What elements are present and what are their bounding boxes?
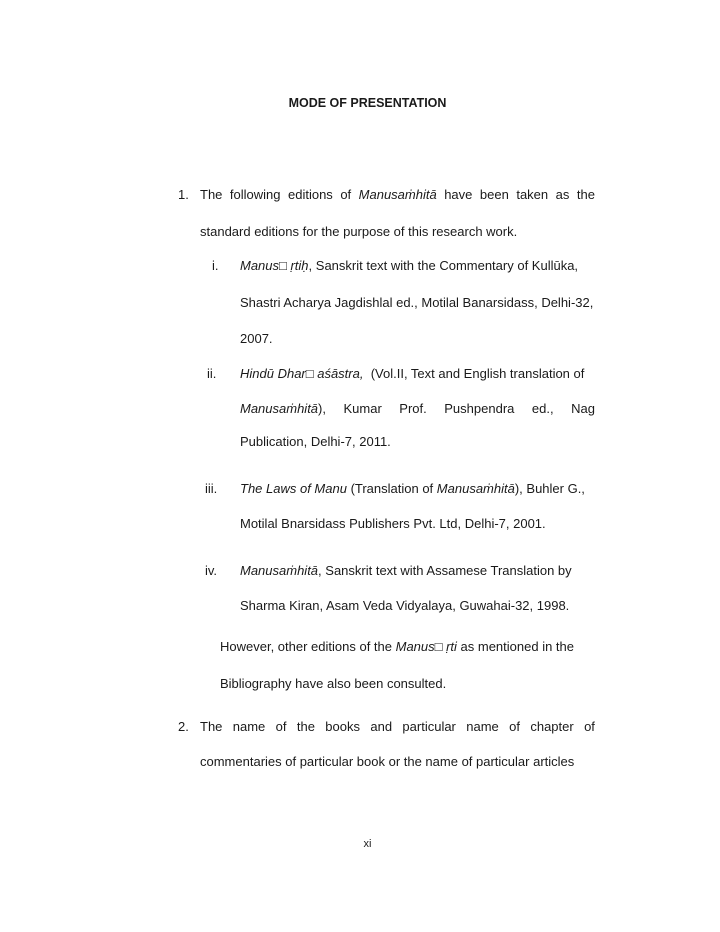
sub-i-line-3: 2007. (240, 331, 273, 346)
item-1-number: 1. (178, 187, 189, 202)
however-post: as mentioned in the (456, 639, 574, 654)
item-1-line-2: standard editions for the purpose of this research work. (200, 224, 518, 239)
word: of (509, 719, 520, 734)
word: taken (516, 187, 549, 202)
sub-iii-number: iii. (205, 481, 218, 496)
word: following (229, 187, 281, 202)
word: of (584, 719, 595, 734)
however-italic: Manus□ ṛti (395, 639, 457, 654)
word-italic: Manusaṁhitā (358, 187, 437, 202)
sub-iv-title: Manusaṁhitā (240, 563, 319, 578)
page-title: MODE OF PRESENTATION (288, 96, 447, 110)
word: name (232, 719, 266, 734)
word: been (479, 187, 509, 202)
word: The (200, 187, 223, 202)
page-number: xi (363, 838, 372, 850)
word: The (200, 719, 223, 734)
sub-iii-title-2: Manusaṁhitā (436, 481, 515, 496)
however-line-2: Bibliography have also been consulted. (220, 676, 447, 691)
sub-iv-line-2: Sharma Kiran, Asam Veda Vidyalaya, Guwahai-32, 1998. (240, 598, 570, 613)
word: the (296, 719, 315, 734)
item-2-number: 2. (178, 719, 189, 734)
sub-i-number: i. (212, 258, 219, 273)
word: of (340, 187, 352, 202)
word: and (370, 719, 393, 734)
item-2-line-1 (200, 719, 595, 734)
sub-ii-line-2-first (240, 401, 326, 416)
word: particular (402, 719, 456, 734)
sub-ii-line-1 (240, 366, 584, 381)
sub-iii-line-2: Motilal Bnarsidass Publishers Pvt. Ltd, Delhi-7, 2001. (240, 516, 546, 531)
item-2-line-2: commentaries of particular book or the name of particular articles (200, 754, 575, 769)
word: of (275, 719, 287, 734)
word: Kumar (343, 401, 382, 416)
sub-iii-mid: (Translation of (346, 481, 437, 496)
sub-iv-line-1 (240, 563, 572, 578)
word: books (325, 719, 360, 734)
however-line-1 (220, 639, 574, 654)
sub-iv-number: iv. (205, 563, 218, 578)
word: editions (288, 187, 333, 202)
sub-i-desc: , Sanskrit text with the Commentary of Kullūka, (308, 258, 579, 273)
sub-i-title: Manus□ ṛtiḥ (240, 258, 309, 273)
sub-iii-desc: ), Buhler G., (514, 481, 585, 496)
sub-iv-desc: , Sanskrit text with Assamese Translation by (318, 563, 572, 578)
sub-i-line-2: Shastri Acharya Jagdishlal ed., Motilal Banarsidass, Delhi-32, (240, 295, 594, 310)
word: Pushpendra (444, 401, 515, 416)
word: ed., (531, 401, 554, 416)
word: have (444, 187, 473, 202)
sub-ii-line-3: Publication, Delhi-7, 2011. (240, 434, 391, 449)
word: chapter (530, 719, 574, 734)
sub-ii-number: ii. (207, 366, 217, 381)
sub-i-line-1 (240, 258, 578, 273)
sub-iii-title: The Laws of Manu (240, 481, 347, 496)
sub-ii-line-2 (240, 401, 595, 416)
word: the (576, 187, 595, 202)
word: Prof. (399, 401, 427, 416)
word: ), (318, 401, 326, 416)
word: name (466, 719, 499, 734)
word: as (555, 187, 570, 202)
word-italic: Manusaṁhitā (240, 401, 319, 416)
however-pre: However, other editions of the (220, 639, 396, 654)
sub-iii-line-1 (240, 481, 585, 496)
word: Nag (571, 401, 595, 416)
item-1-line-1 (200, 187, 595, 202)
sub-ii-desc: (Vol.II, Text and English translation of (370, 366, 585, 381)
sub-ii-title: Hindū Dhar□ aśāstra, (240, 366, 364, 381)
